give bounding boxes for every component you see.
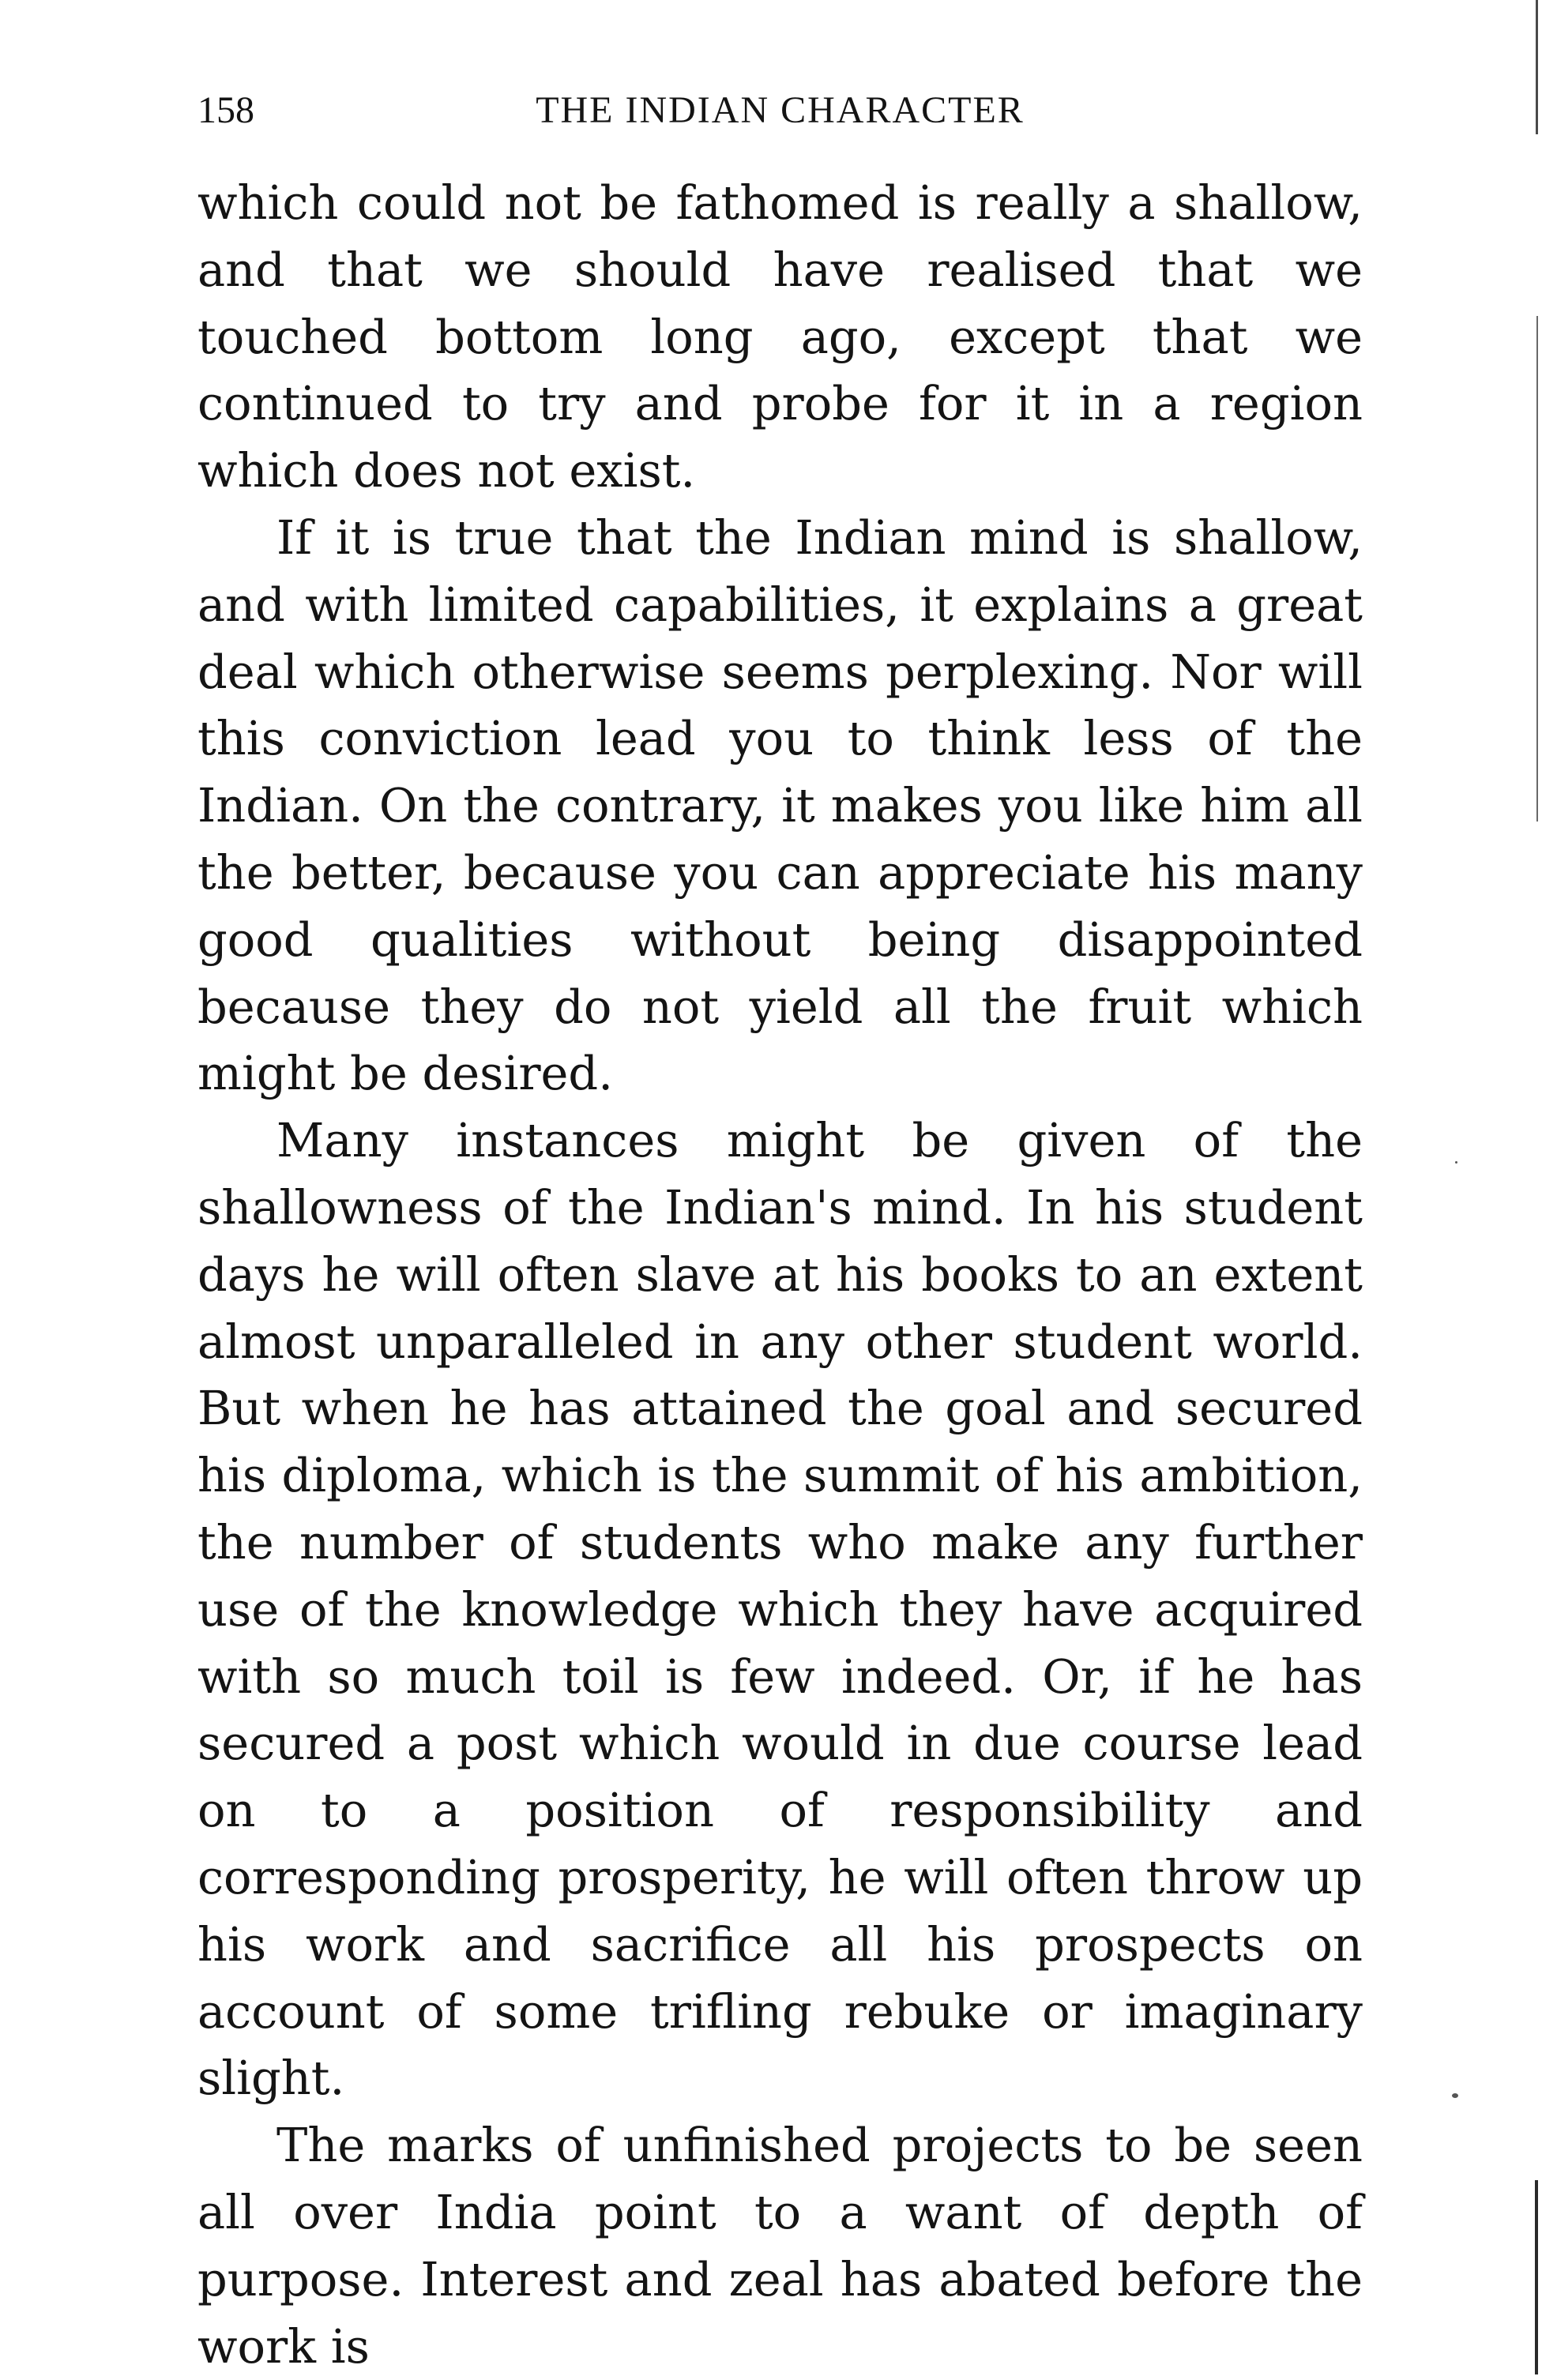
page-edge-shadow: [1536, 0, 1538, 134]
page-header: [197, 79, 1363, 150]
running-head: THE INDIAN CHARACTER: [536, 89, 1025, 131]
paragraph: which could not be fathomed is really a shallow, and that we should have realised that we touched bottom long ago, except that we continued to try and probe for it in a region which does not exist.: [197, 175, 1363, 498]
scan-speck: [1452, 2093, 1458, 2098]
page-edge-shadow: [1535, 2180, 1538, 2374]
page-edge-shadow: [1536, 316, 1538, 822]
paragraph: The marks of unfinished projects to be seen all over India point to a want of depth of purpose. Interest and zeal has abated before the work is: [197, 2118, 1363, 2374]
body-text: [197, 170, 1363, 2380]
paragraph: If it is true that the Indian mind is shallow, and with limited capabilities, it explains a great deal which otherwise seems perplexing. Nor will this conviction lead you to think less of the Indian. On the contrary, it makes you like him all the better, because you can appreciate his many good qualities without being disappointed because they do not yield all the fruit which might be desired.: [197, 509, 1363, 1101]
page-number: 158: [197, 89, 254, 131]
scan-speck: [1455, 1161, 1457, 1164]
paragraph: Many instances might be given of the shallowness of the Indian's mind. In his student days he will often slave at his books to an extent almost unparalleled in any other student world. But when he has attained the goal and secured his diploma, which is the summit of his ambition, the number of students who make any further use of the knowledge which they have acquired with so much toil is few indeed. Or, if he has secured a post which would in due course lead on to a position of responsibility and corresponding prosperity, he will often throw up his work and sacrifice all his prospects on account of some trifling rebuke or imaginary slight.: [197, 1113, 1363, 2106]
